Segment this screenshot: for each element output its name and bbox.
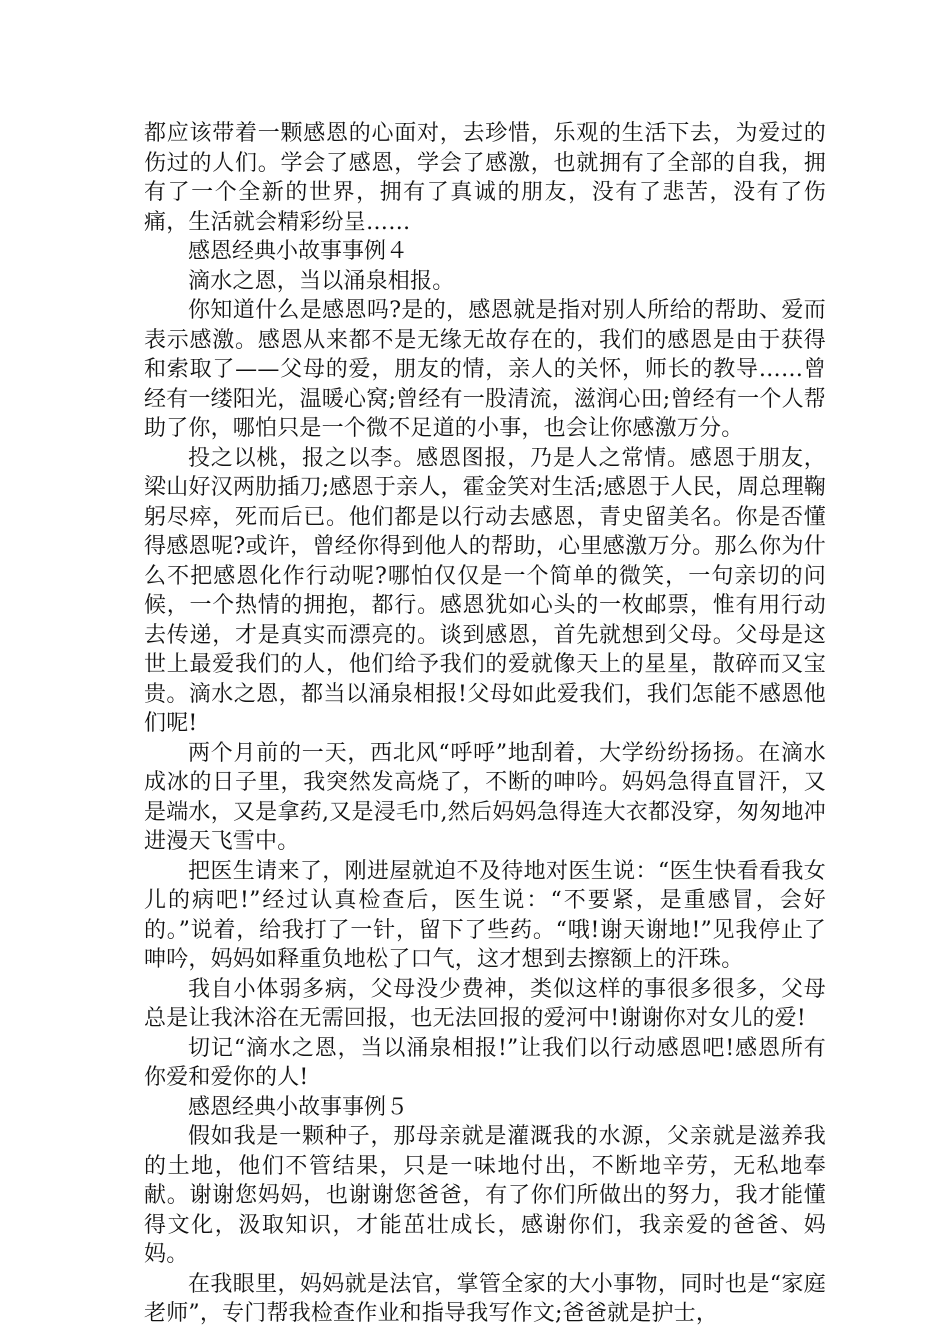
paragraph-seed: 假如我是一颗种子，那母亲就是灌溉我的水源，父亲就是滋养我的土地，他们不管结果，只是一味地付出，不断地辛劳，无私地奉献。谢谢您妈妈，也谢谢您爸爸，有了你们所做出的努力，我才能懂得文化，汲取知识，才能茁壮成长，感谢你们，我亲爱的爸爸、妈妈。: [144, 1124, 826, 1267]
paragraph-intro: 都应该带着一颗感恩的心面对，去珍惜，乐观的生活下去，为爱过的伤过的人们。学会了感恩，学会了感激，也就拥有了全部的自我，拥有了一个全新的世界，拥有了真诚的朋友，没有了悲苦，没有了伤痛，生活就会精彩纷呈……: [144, 121, 826, 235]
paragraph-peach-plum: 投之以桃，报之以李。感恩图报，乃是人之常情。感恩于朋友，梁山好汉两肋插刀;感恩于亲人，霍金笑对生活;感恩于人民，周总理鞠躬尽瘁，死而后已。他们都是以行动去感恩，青史留美名。你是否懂得感恩呢?或许，曾经你得到他人的帮助，心里感激万分。那么你为什么不把感恩化作行动呢?哪怕仅仅是一个简单的微笑，一句亲切的问候，一个热情的拥抱，都行。感恩犹如心头的一枚邮票，惟有用行动去传递，才是真实而漂亮的。谈到感恩，首先就想到父母。父母是这世上最爱我们的人，他们给予我们的爱就像天上的星星，散碎而又宝贵。滴水之恩，都当以涌泉相报!父母如此爱我们，我们怎能不感恩他们呢!: [144, 445, 826, 736]
section-heading-5: 感恩经典小故事事例５: [188, 1094, 409, 1120]
paragraph-mom-judge: 在我眼里，妈妈就是法官，掌管全家的大小事物，同时也是“家庭老师”，专门帮我检查作业和指导我写作文;爸爸就是护士，: [144, 1271, 826, 1326]
paragraph-what-is-gratitude: 你知道什么是感恩吗?是的，感恩就是指对别人所给的帮助、爱而表示感激。感恩从来都不是无缘无故存在的，我们的感恩是由于获得和索取了——父母的爱，朋友的情，亲人的关怀，师长的教导……曾经有一缕阳光，温暖心窝;曾经有一股清流，滋润心田;曾经有一个人帮助了你，哪怕只是一个微不足道的小事，也会让你感激万分。: [144, 298, 826, 441]
document-page: [144, 119, 826, 1329]
paragraph-motto: 滴水之恩，当以涌泉相报。: [188, 268, 455, 294]
paragraph-remember: 切记“滴水之恩，当以涌泉相报!”让我们以行动感恩吧!感恩所有你爱和爱你的人!: [144, 1035, 826, 1090]
paragraph-two-months-ago: 两个月前的一天，西北风“呼呼”地刮着，大学纷纷扬扬。在滴水成冰的日子里，我突然发高烧了，不断的呻吟。妈妈急得直冒汗，又是端水，又是拿药,又是浸毛巾,然后妈妈急得连大衣都没穿，匆匆地冲进漫天飞雪中。: [144, 740, 826, 854]
section-heading-4: 感恩经典小故事事例４: [188, 239, 409, 264]
paragraph-doctor: 把医生请来了，刚进屋就迫不及待地对医生说：“医生快看看我女儿的病吧!”经过认真检查后，医生说：“不要紧，是重感冒，会好的。”说着，给我打了一针，留下了些药。“哦!谢天谢地!”见我停止了呻吟，妈妈如释重负地松了口气，这才想到去擦额上的汗珠。: [144, 858, 826, 972]
paragraph-weak-health: 我自小体弱多病，父母没少费神，类似这样的事很多很多，父母总是让我沐浴在无需回报，也无法回报的爱河中!谢谢你对女儿的爱!: [144, 976, 826, 1031]
